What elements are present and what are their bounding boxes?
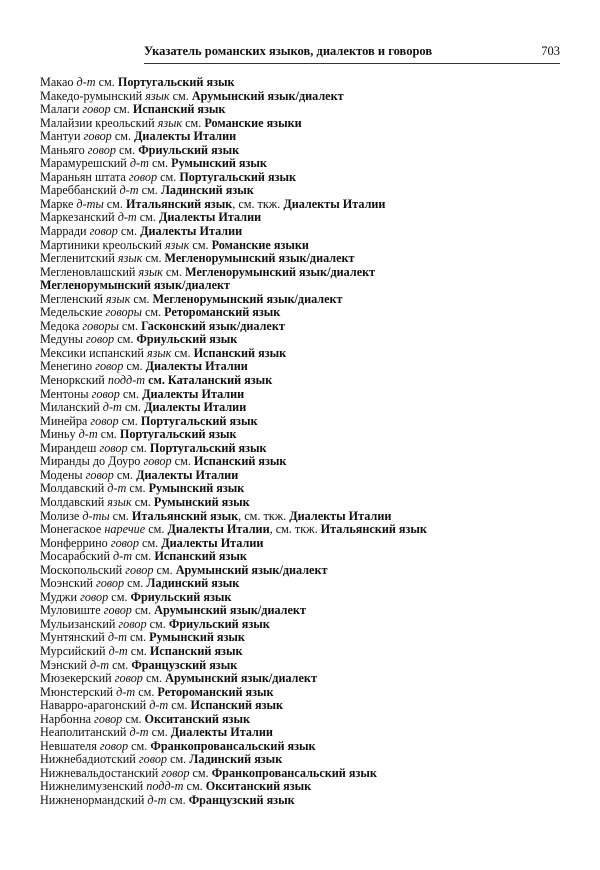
entry-text: Марради xyxy=(40,224,90,239)
entry-text: Наварро-арагонский xyxy=(40,698,150,713)
entry-text: Миранды до Доуро xyxy=(40,454,144,469)
index-entry xyxy=(40,537,570,551)
entry-text: Мунтянский xyxy=(40,630,108,645)
entry-text: Марамурешский xyxy=(40,156,130,171)
entry-reference: Фриульский язык xyxy=(136,332,238,347)
entry-text: Мюзекерский xyxy=(40,671,115,686)
entry-text: Мараньян штата xyxy=(40,169,129,184)
entry-type: д-т xyxy=(129,725,149,740)
entry-text: см. xyxy=(136,210,159,225)
entry-text: Муловиште xyxy=(40,603,104,618)
index-entry xyxy=(40,496,570,510)
entry-type: подд-т xyxy=(146,779,184,794)
entry-type: говор xyxy=(85,467,114,482)
entry-type: говор xyxy=(89,224,118,239)
entry-type: язык xyxy=(107,494,132,509)
entry-reference: Фриульский язык xyxy=(168,616,270,631)
entry-reference: Диалекты Италии xyxy=(158,210,262,225)
entry-text: см. xyxy=(97,427,120,442)
index-entry xyxy=(40,618,570,632)
entry-type: говор xyxy=(143,454,172,469)
entry-reference: Диалекты Италии xyxy=(161,535,264,550)
entry-text: Нижнелимузенский xyxy=(40,779,147,794)
entry-type: говор xyxy=(99,440,128,455)
index-entry xyxy=(40,442,570,456)
entry-text: см. xyxy=(168,698,191,713)
entry-type: говоры xyxy=(105,305,142,320)
index-entry xyxy=(40,76,570,90)
entry-text: Мантуи xyxy=(40,129,84,144)
index-entry xyxy=(40,753,570,767)
entry-text: см. xyxy=(141,305,165,320)
index-entry xyxy=(40,631,570,645)
entry-reference: Окситанский язык xyxy=(205,779,312,794)
entry-type: говор xyxy=(99,738,129,753)
entry-text: Малайзии креольский xyxy=(40,115,158,130)
entry-text: Мульизанский xyxy=(40,616,119,631)
entry-reference: Романские языки xyxy=(211,237,309,252)
entry-reference: Франкопровансальский язык xyxy=(150,738,316,753)
entry-text: см. xyxy=(109,657,132,672)
entry-type: говор xyxy=(80,589,109,604)
entry-text: Ментоны xyxy=(40,386,92,401)
entry-text: см. xyxy=(110,102,133,117)
entry-type: говор xyxy=(118,616,147,631)
entry-type: д-т xyxy=(107,630,127,645)
index-entry xyxy=(40,333,570,347)
index-entry xyxy=(40,306,570,320)
entry-text: , см. ткж. xyxy=(232,196,284,211)
entry-text: Малаги xyxy=(40,102,83,117)
header-rule xyxy=(144,63,560,64)
header-title: Указатель романских языков, диалектов и говоров xyxy=(144,44,433,58)
entry-text: см. xyxy=(183,779,206,794)
entry-reference: Ладинский язык xyxy=(189,752,283,767)
entry-type: говор xyxy=(138,752,168,767)
entry-text: см. xyxy=(124,576,147,591)
entry-reference: Фриульский язык xyxy=(130,589,232,604)
entry-text: Невшателя xyxy=(40,738,100,753)
index-entry xyxy=(40,794,570,808)
index-entry xyxy=(40,103,570,117)
entry-text: см. xyxy=(118,413,141,428)
entry-text: Муджи xyxy=(40,589,81,604)
entry-text: см. xyxy=(148,156,172,171)
entry-type: говор xyxy=(87,142,116,157)
entry-text: см. xyxy=(127,643,150,658)
entry-text: Монферрино xyxy=(40,535,111,550)
index-entry xyxy=(40,740,570,754)
entry-text: см. xyxy=(122,711,145,726)
entry-reference: Португальский язык xyxy=(149,440,267,455)
entry-text: Мегленский xyxy=(40,291,106,306)
entry-text: Марке xyxy=(40,196,77,211)
entry-reference: Испанский язык xyxy=(132,102,226,117)
index-entry xyxy=(40,482,570,496)
index-entry xyxy=(40,157,570,171)
index-entry xyxy=(40,90,570,104)
entry-text: см. xyxy=(131,603,155,618)
entry-type: говор xyxy=(110,535,139,550)
entry-reference: Диалекты Италии xyxy=(283,196,386,211)
index-entry xyxy=(40,699,570,713)
entry-type: д-т xyxy=(78,427,98,442)
entry-text: Миланский xyxy=(40,400,103,415)
entry-text: Мурсийский xyxy=(40,643,109,658)
entry-text: Молдавский xyxy=(40,481,108,496)
entry-text: Мосарабский xyxy=(40,549,114,564)
entry-text: см. xyxy=(119,386,143,401)
entry-type: язык xyxy=(157,115,183,130)
index-entry xyxy=(40,686,570,700)
entry-text: см. xyxy=(142,251,165,266)
entry-reference: Арумынский язык/диалект xyxy=(165,671,317,686)
entry-text: Нарбонна xyxy=(40,711,95,726)
entry-text: см. xyxy=(171,454,194,469)
entry-reference: см. Каталанский язык xyxy=(145,373,273,388)
entry-type: говор xyxy=(83,129,112,144)
entry-text: см. xyxy=(148,725,171,740)
entry-text: см. xyxy=(123,359,146,374)
entry-type: говор xyxy=(125,562,154,577)
entry-reference: Итальянский язык xyxy=(320,522,427,537)
entry-text: см. xyxy=(126,630,150,645)
entry-text: Молдавский xyxy=(40,494,108,509)
entry-reference: Арумынский язык/диалект xyxy=(191,88,344,103)
entry-reference: Диалекты Италии xyxy=(140,224,243,239)
entry-type: д-т xyxy=(76,75,96,89)
entry-text: Молизе xyxy=(40,508,83,523)
entry-type: говор xyxy=(161,765,190,780)
entry-reference: Ретороманский язык xyxy=(164,305,281,320)
entry-reference: Диалекты Италии xyxy=(145,359,248,374)
entry-type: д-т xyxy=(113,549,133,564)
index-entry xyxy=(40,225,570,239)
entry-reference: Португальский язык xyxy=(117,75,235,89)
entry-reference: Румынский язык xyxy=(153,494,250,509)
index-entry xyxy=(40,604,570,618)
entry-reference: Окситанский язык xyxy=(144,711,250,726)
entry-reference: Португальский язык xyxy=(179,169,297,184)
entry-reference: Арумынский язык/диалект xyxy=(175,562,328,577)
index-entry xyxy=(40,550,570,564)
entry-text: см. xyxy=(108,589,131,604)
index-entry xyxy=(40,591,570,605)
entry-type: д-т xyxy=(117,210,137,225)
entry-text: Меноркский xyxy=(40,373,108,388)
entry-text: см. xyxy=(162,264,186,279)
entry-text: Моэнский xyxy=(40,576,96,591)
entry-text: Медуны xyxy=(40,332,86,347)
entry-reference: Диалекты Италии xyxy=(289,508,392,523)
entry-reference: Мегленорумынский язык/диалект xyxy=(185,264,376,279)
running-header xyxy=(144,44,560,62)
entry-type: д-т xyxy=(129,156,149,171)
index-entry xyxy=(40,171,570,185)
entry-reference: Романские языки xyxy=(204,115,302,130)
entry-text: см. xyxy=(126,481,149,496)
entry-reference: Португальский язык xyxy=(119,427,237,442)
index-entry xyxy=(40,726,570,740)
entry-text: Мексики испанский xyxy=(40,345,147,360)
entry-reference: Румынский язык xyxy=(149,630,245,645)
index-entry xyxy=(40,428,570,442)
index-entry xyxy=(40,293,570,307)
entry-reference: Итальянский язык xyxy=(131,508,239,523)
entry-text: см. xyxy=(139,535,162,550)
entry-reference: Мегленорумынский язык/диалект xyxy=(152,291,343,306)
entry-text: Маньяго xyxy=(40,142,88,157)
entry-reference: Мегленорумынский язык/диалект xyxy=(40,278,231,293)
index-entry xyxy=(40,510,570,524)
entry-text: см. xyxy=(142,671,166,686)
entry-text: см. xyxy=(95,75,118,89)
index-entry xyxy=(40,374,570,388)
index-entry xyxy=(40,645,570,659)
index-entry xyxy=(40,117,570,131)
entry-text: см. xyxy=(146,616,169,631)
entry-text: см. xyxy=(121,400,145,415)
entry-reference: Диалекты Италии xyxy=(144,400,247,415)
entry-text: см. xyxy=(167,752,190,767)
entry-reference: Фриульский язык xyxy=(138,142,240,157)
index-entry xyxy=(40,767,570,781)
entry-text: Маркезанский xyxy=(40,210,118,225)
entry-text: см. xyxy=(111,129,135,144)
entry-reference: Ретороманский язык xyxy=(157,684,274,699)
entry-text: Менегино xyxy=(40,359,96,374)
entry-reference: Диалекты Италии xyxy=(142,386,245,401)
entry-reference: Испанский язык xyxy=(193,345,287,360)
entry-text: см. xyxy=(169,88,192,103)
entry-type: язык xyxy=(138,264,163,279)
index-entry xyxy=(40,130,570,144)
entry-type: д-ты xyxy=(82,508,110,523)
entry-text: , см. ткж. xyxy=(238,508,290,523)
entry-reference: Гасконский язык/диалект xyxy=(141,318,285,333)
entry-text: Медока xyxy=(40,318,83,333)
entry-type: говор xyxy=(95,359,124,374)
entry-text: Мюнстерский xyxy=(40,684,117,699)
entry-type: говор xyxy=(103,603,132,618)
entry-type: д-т xyxy=(108,643,128,658)
index-entry xyxy=(40,672,570,686)
entry-text: см. xyxy=(153,562,176,577)
entry-text: Нижневальдостанский xyxy=(40,765,162,780)
entry-text: см. xyxy=(118,318,142,333)
entry-type: д-т xyxy=(149,698,169,713)
entry-reference: Испанский язык xyxy=(149,643,243,658)
entry-type: подд-т xyxy=(107,373,146,388)
entry-text: Монегаское xyxy=(40,522,105,537)
index-entry xyxy=(40,198,570,212)
index-entry xyxy=(40,469,570,483)
entry-text: см. xyxy=(171,345,194,360)
index-entry xyxy=(40,401,570,415)
entry-reference: Румынский язык xyxy=(148,481,245,496)
entry-type: говор xyxy=(94,711,123,726)
entry-text: Мирандеш xyxy=(40,440,100,455)
entry-reference: Испанский язык xyxy=(193,454,287,469)
entry-reference: Арумынский язык/диалект xyxy=(154,603,306,618)
entry-type: наречие xyxy=(104,522,146,537)
entry-text: Неаполитанский xyxy=(40,725,130,740)
entry-type: д-т xyxy=(102,400,122,415)
entry-text: см. xyxy=(189,765,212,780)
entry-text: см. xyxy=(103,196,126,211)
entry-reference: Ладинский язык xyxy=(146,576,240,591)
index-entries xyxy=(40,76,570,808)
entry-text: Македо-румынский xyxy=(40,88,146,103)
entry-text: , см. ткж. xyxy=(269,522,321,537)
index-entry xyxy=(40,577,570,591)
entry-type: д-т xyxy=(147,792,167,807)
entry-type: говор xyxy=(90,413,119,428)
index-entry xyxy=(40,347,570,361)
entry-reference: Франкопровансальский язык xyxy=(211,765,377,780)
entry-reference: Португальский язык xyxy=(140,413,258,428)
entry-text: см. xyxy=(109,508,132,523)
entry-text: Москопольский xyxy=(40,562,126,577)
entry-type: д-ты xyxy=(76,196,104,211)
entry-reference: Диалекты Италии xyxy=(136,467,239,482)
entry-text: Миньу xyxy=(40,427,79,442)
index-entry xyxy=(40,266,570,280)
entry-type: язык xyxy=(117,251,143,266)
entry-text: Мэнский xyxy=(40,657,91,672)
entry-text: Минейра xyxy=(40,413,91,428)
index-entry xyxy=(40,252,570,266)
entry-text: см. xyxy=(189,237,212,252)
entry-reference: Диалекты Италии xyxy=(167,522,270,537)
entry-text: см. xyxy=(166,792,189,807)
index-entry xyxy=(40,211,570,225)
index-entry xyxy=(40,713,570,727)
entry-type: д-т xyxy=(90,657,110,672)
entry-type: д-т xyxy=(116,684,136,699)
index-entry xyxy=(40,415,570,429)
entry-type: говор xyxy=(82,102,111,117)
index-entry xyxy=(40,320,570,334)
entry-text: см. xyxy=(135,684,158,699)
index-entry xyxy=(40,659,570,673)
entry-text: см. xyxy=(145,522,168,537)
entry-text: см. xyxy=(138,183,161,198)
entry-text: см. xyxy=(157,169,180,184)
entry-text: см. xyxy=(131,494,154,509)
entry-text: см. xyxy=(130,291,153,306)
entry-text: см. xyxy=(128,738,151,753)
entry-reference: Мегленорумынский язык/диалект xyxy=(164,251,355,266)
entry-text: Мартиники креольский xyxy=(40,237,165,252)
entry-reference: Диалекты Италии xyxy=(170,725,273,740)
entry-text: см. xyxy=(182,115,205,130)
entry-text: см. xyxy=(114,332,137,347)
index-entry xyxy=(40,239,570,253)
entry-text: см. xyxy=(117,224,141,239)
entry-type: говор xyxy=(128,169,158,184)
index-entry xyxy=(40,564,570,578)
entry-type: говор xyxy=(114,671,143,686)
entry-text: см. xyxy=(115,142,139,157)
entry-type: говор xyxy=(95,576,125,591)
entry-type: говор xyxy=(91,386,120,401)
page-number: 703 xyxy=(541,44,560,58)
entry-text: Мегленовлашский xyxy=(40,264,139,279)
index-entry xyxy=(40,184,570,198)
entry-reference: Диалекты Италии xyxy=(134,129,237,144)
index-entry xyxy=(40,388,570,402)
entry-type: говоры xyxy=(82,318,119,333)
entry-text: Нижненормандский xyxy=(40,792,148,807)
entry-text: Модены xyxy=(40,467,86,482)
index-entry xyxy=(40,144,570,158)
index-entry xyxy=(40,360,570,374)
entry-text: Медельские xyxy=(40,305,106,320)
entry-type: язык xyxy=(164,237,190,252)
entry-text: Нижнебадиотский xyxy=(40,752,139,767)
entry-text: см. xyxy=(127,440,150,455)
index-entry xyxy=(40,780,570,794)
index-entry xyxy=(40,279,570,293)
index-entry xyxy=(40,523,570,537)
entry-reference: Румынский язык xyxy=(171,156,267,171)
entry-type: говор xyxy=(85,332,115,347)
entry-reference: Ладинский язык xyxy=(160,183,254,198)
entry-reference: Французский язык xyxy=(188,792,295,807)
entry-reference: Итальянский язык xyxy=(125,196,233,211)
index-entry xyxy=(40,455,570,469)
entry-type: д-т xyxy=(107,481,127,496)
entry-text: см. xyxy=(113,467,137,482)
entry-text: Мегленитский xyxy=(40,251,118,266)
entry-type: язык xyxy=(145,88,170,103)
entry-reference: Испанский язык xyxy=(190,698,284,713)
entry-reference: Французский язык xyxy=(131,657,238,672)
entry-type: язык xyxy=(105,291,131,306)
entry-type: язык xyxy=(146,345,172,360)
entry-type: д-т xyxy=(119,183,139,198)
entry-text: см. xyxy=(132,549,155,564)
entry-reference: Испанский язык xyxy=(154,549,247,564)
entry-text: Макао xyxy=(40,75,77,89)
entry-text: Мареббанский xyxy=(40,183,120,198)
